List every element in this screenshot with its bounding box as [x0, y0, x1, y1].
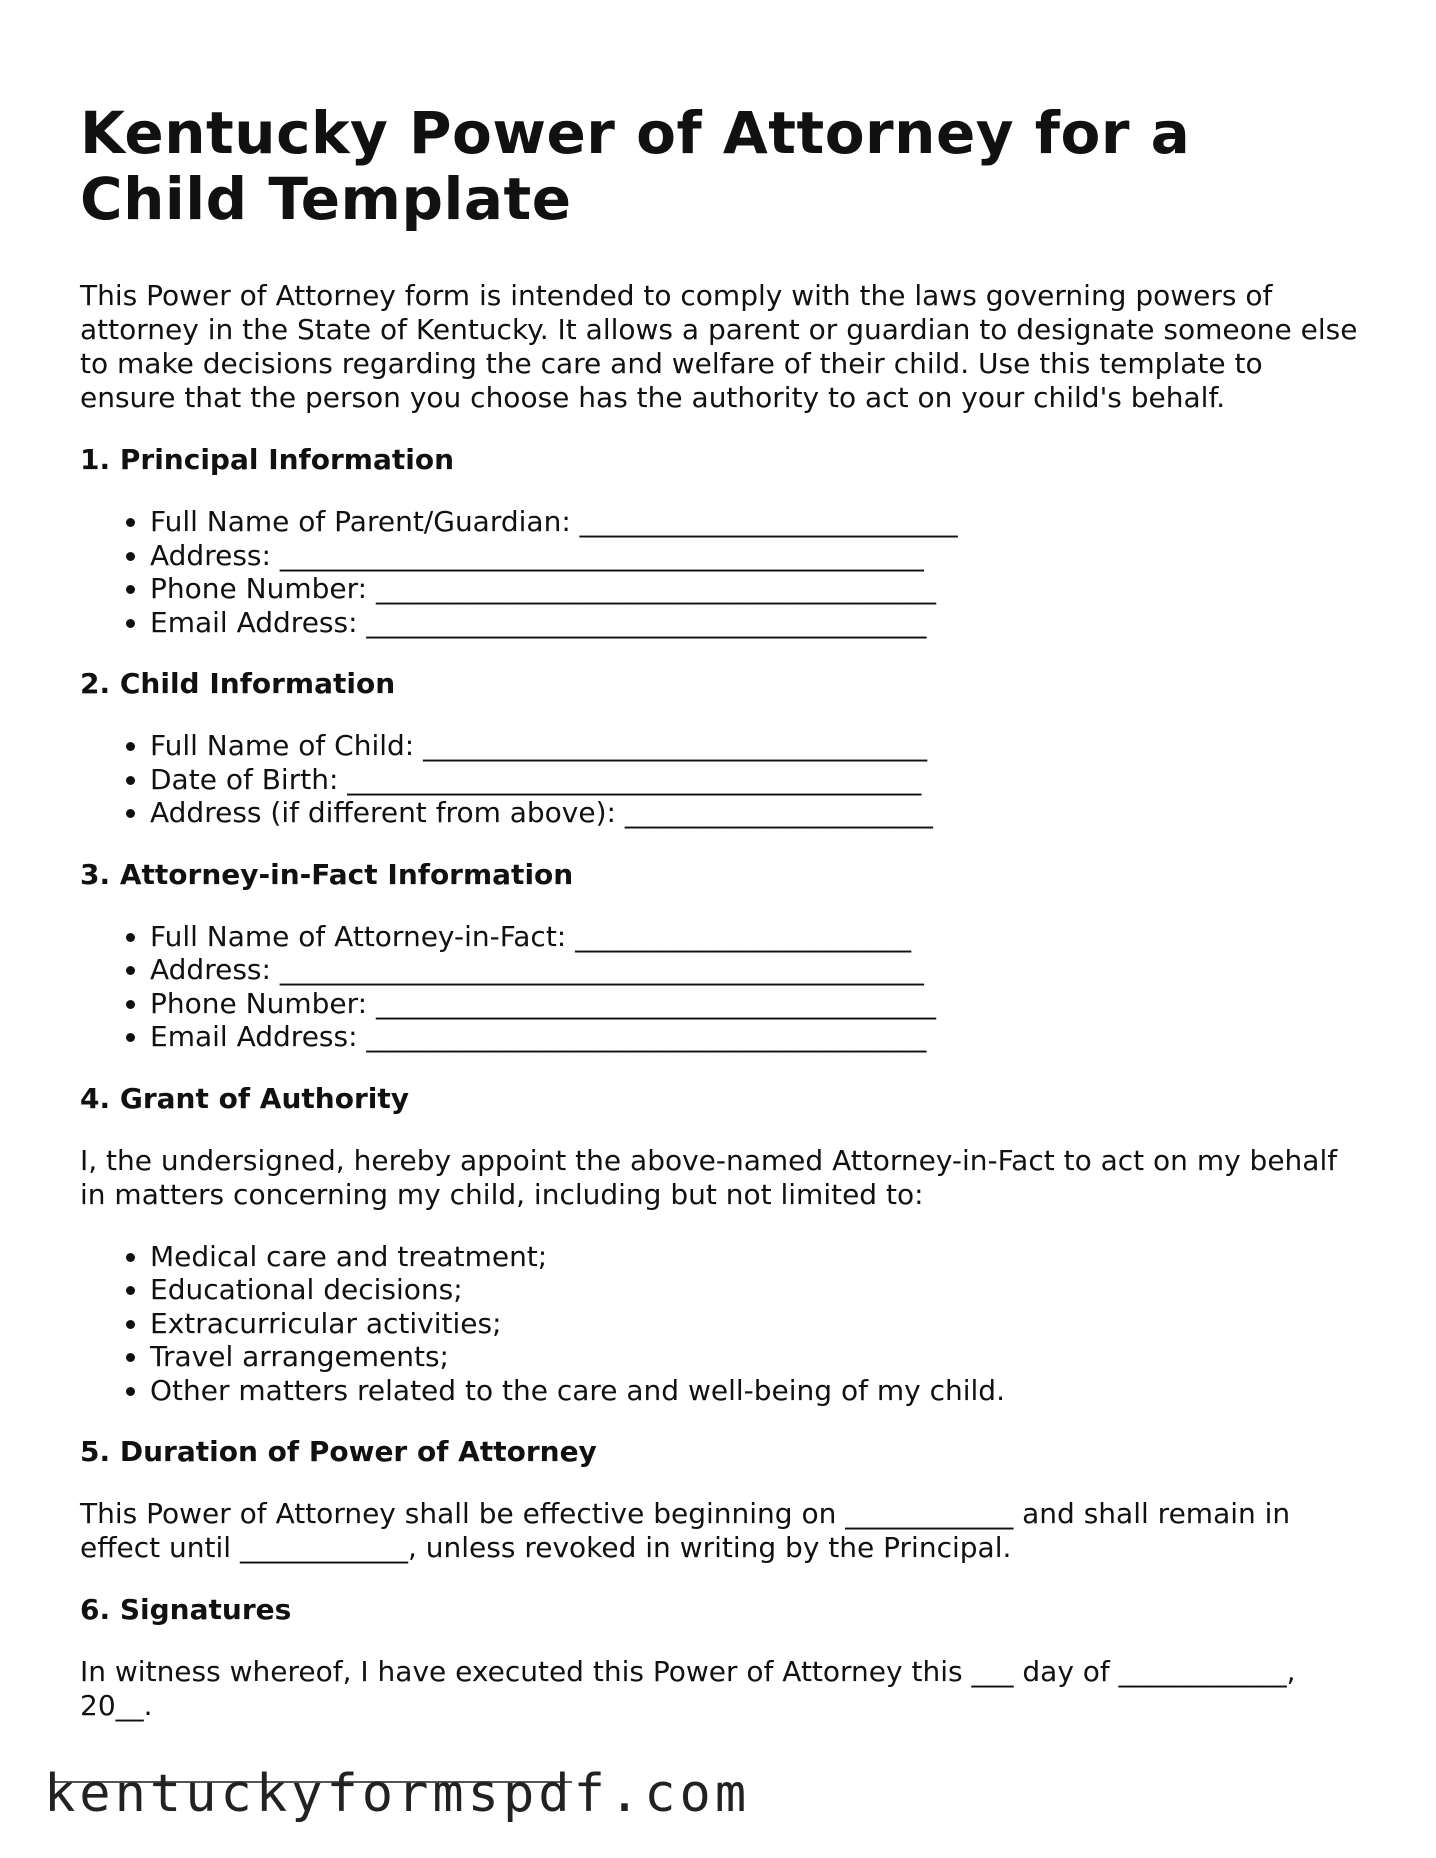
document-title: Kentucky Power of Attorney for a Child Template: [80, 99, 1191, 233]
signatures-paragraph: In witness whereof, I have executed this Power of Attorney this ___ day of ____________, 20__.: [80, 1655, 1296, 1722]
child-heading: 2. Child Information: [80, 667, 396, 700]
principal-heading: 1. Principal Information: [80, 443, 455, 476]
authority-item: • Other matters related to the care and well-being of my child.: [150, 1374, 1360, 1408]
duration-paragraph: This Power of Attorney shall be effective beginning on ____________ and shall remain in effect until ____________, unless revoked in writing by the Principal.: [80, 1497, 1291, 1564]
principal-list: [80, 505, 1360, 639]
attorney-address-field: • Address: ______________________________________________: [150, 953, 1360, 987]
attorney-list: [80, 920, 1360, 1054]
attorney-phone-field: • Phone Number: ________________________________________: [150, 987, 1360, 1021]
authority-heading: 4. Grant of Authority: [80, 1081, 409, 1115]
signatures-heading: 6. Signatures: [80, 1593, 292, 1626]
document-page: [80, 100, 1360, 1751]
intro-paragraph: This Power of Attorney form is intended to comply with the laws governing powers of attorney in the State of Kentucky. It allows a parent or guardian to designate someone else to make decisions regarding the care and welfare of their child. Use this template to ensure that the person you choose has the authority to act on your child's behalf.: [80, 279, 1358, 414]
authority-item: • Educational decisions;: [150, 1273, 1360, 1307]
principal-name-field: • Full Name of Parent/Guardian: ___________________________: [150, 505, 1360, 539]
duration-heading: 5. Duration of Power of Attorney: [80, 1435, 597, 1468]
authority-item: • Extracurricular activities;: [150, 1307, 1360, 1341]
child-list: [80, 729, 1360, 830]
child-name-field: • Full Name of Child: ____________________________________: [150, 729, 1360, 763]
child-dob-field: • Date of Birth: _________________________________________: [150, 763, 1360, 797]
attorney-heading: 3. Attorney-in-Fact Information: [80, 857, 574, 891]
authority-item: • Travel arrangements;: [150, 1340, 1360, 1374]
principal-email-field: • Email Address: ________________________________________: [150, 606, 1360, 640]
attorney-email-field: • Email Address: ________________________________________: [150, 1020, 1360, 1054]
child-address-field: • Address (if different from above): ______________________: [150, 796, 1360, 830]
principal-address-field: • Address: ______________________________________________: [150, 539, 1360, 573]
principal-phone-field: • Phone Number: ________________________________________: [150, 572, 1360, 606]
watermark-text: kentuckyformspdf.com: [44, 1764, 751, 1824]
attorney-name-field: • Full Name of Attorney-in-Fact: ________________________: [150, 920, 1360, 954]
authority-item: • Medical care and treatment;: [150, 1240, 1360, 1274]
authority-list: [80, 1240, 1360, 1408]
authority-paragraph: I, the undersigned, hereby appoint the above-named Attorney-in-Fact to act on my behalf in matters concerning my child, including but not limited to:: [80, 1143, 1338, 1211]
